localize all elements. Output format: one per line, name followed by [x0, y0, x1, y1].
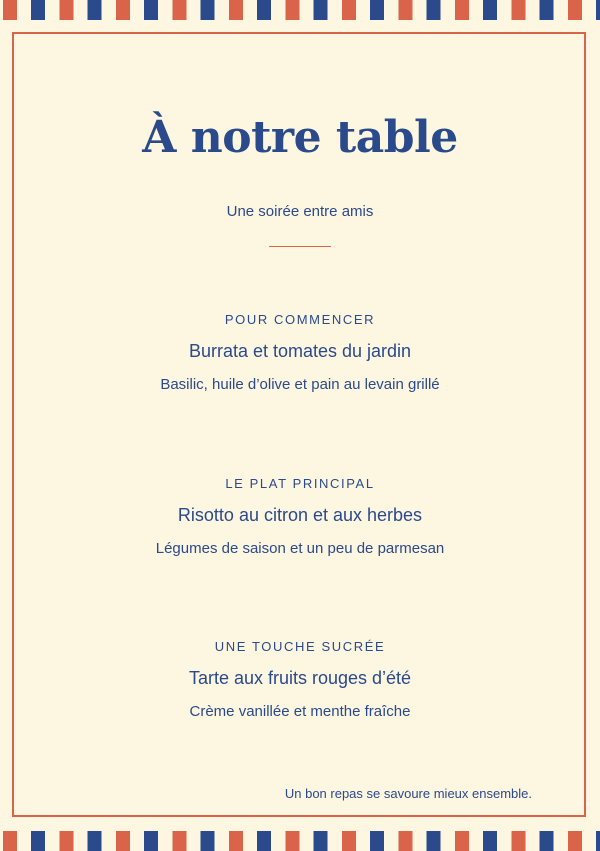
menu-section-dessert: [0, 639, 600, 720]
dish-name: Risotto au citron et aux herbes: [177, 505, 423, 525]
menu-subtitle: Une soirée entre amis: [226, 203, 374, 220]
menu-section-main: [0, 476, 600, 557]
title-divider: [269, 246, 331, 247]
airmail-stripe-bottom: [0, 831, 600, 851]
airmail-stripe-top: [0, 0, 600, 20]
menu-footer-note: Un bon repas se savoure mieux ensemble.: [284, 786, 532, 801]
dish-name: Burrata et tomates du jardin: [188, 341, 412, 361]
dish-name: Tarte aux fruits rouges d’été: [188, 668, 412, 688]
menu-title: À notre table: [142, 112, 458, 163]
menu-section-starter: [0, 312, 600, 393]
course-label: LE PLAT PRINCIPAL: [225, 476, 375, 491]
dish-description: Basilic, huile d’olive et pain au levain grillé: [160, 376, 440, 393]
course-label: POUR COMMENCER: [224, 312, 376, 327]
dish-description: Crème vanillée et menthe fraîche: [189, 703, 411, 720]
dish-description: Légumes de saison et un peu de parmesan: [155, 540, 445, 557]
course-label: UNE TOUCHE SUCRÉE: [214, 639, 386, 654]
